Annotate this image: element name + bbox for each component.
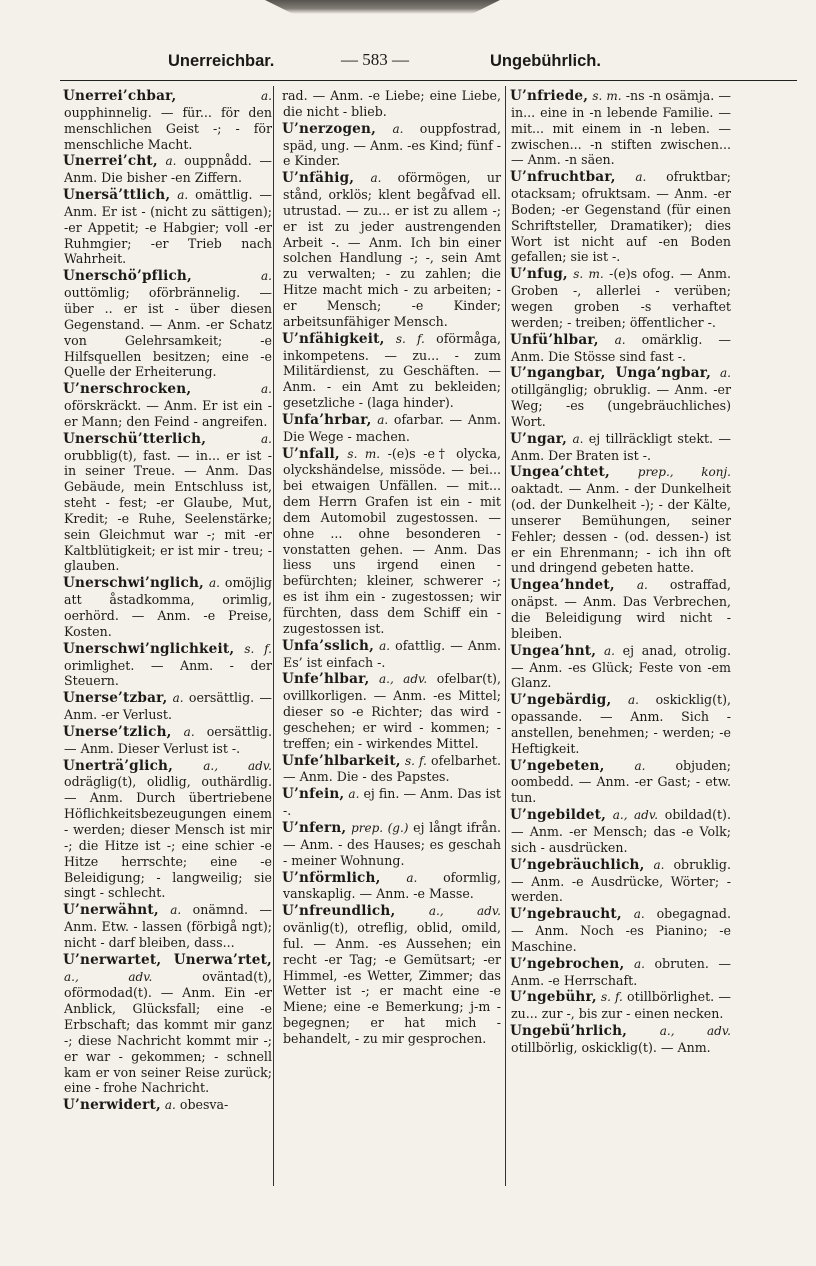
entry-headword: U’nerwähnt, [63, 902, 159, 919]
entry-grammar: a. [635, 170, 647, 185]
entry-headword: U’nfern, [282, 819, 347, 836]
entry-grammar: a. [628, 693, 639, 708]
entry-headword: U’ngebildet, [510, 807, 607, 824]
dictionary-entry [64, 641, 272, 690]
entry-definition: objuden; oombedd. — Anm. -er Gast; - etw. tun. [511, 757, 731, 806]
entry-grammar: a. [164, 1098, 176, 1113]
header-last-entry: Ungebührlich. [490, 52, 601, 70]
dictionary-entry [511, 332, 731, 365]
dictionary-column-1 [64, 88, 272, 1115]
dictionary-entry [283, 446, 501, 637]
dictionary-entry [64, 381, 272, 430]
entry-definition: obildad(t). — Anm. -er Mensch; das -e Volk; sich - ausdrücken. [511, 807, 731, 855]
dictionary-entry [64, 1097, 272, 1114]
entry-definition: ofelbar(t), ovillkorligen. — Anm. -es Mittel; dieser so -e Richter; das wird - geschehen; er wird - kommen; - treffen; ein - wirkendes Mittel. [283, 671, 501, 751]
entry-definition: ovänlig(t), otreflig, oblid, omild, ful. — Anm. -es Aussehen; ein recht -er Tag; -e Gemütsart; -er Himmel, -es Wetter, Zimmer; das Wetter ist -; er macht eine -e Miene; eine -e Bemerkung; j-m - begegnen; er hat mich - behandelt, - zu mir gesprochen. [283, 920, 501, 1046]
column-divider [273, 86, 274, 1186]
page-number: — 583 — [341, 50, 409, 69]
dictionary-entry [511, 989, 731, 1022]
dictionary-entry [283, 170, 501, 329]
entry-headword: Unerse’tzlich, [63, 723, 172, 740]
dictionary-entry [283, 121, 501, 170]
entry-definition: ostraffad, onäpst. — Anm. Das Verbrechen, die Beleidigung wird nicht - bleiben. [511, 577, 731, 641]
entry-headword: U’nfreundlich, [282, 903, 396, 920]
dictionary-entry [511, 758, 731, 807]
entry-definition: obegagnad. — Anm. Noch -es Pianino; -e Maschine. [511, 906, 731, 954]
entry-definition: otillgänglig; obruklig. — Anm. -er Weg; -es (ungebräuchliches) Wort. [511, 382, 731, 429]
entry-grammar: a. [261, 431, 272, 446]
entry-grammar: a. [183, 724, 195, 739]
entry-definition: odräglig(t), olidlig, outhärdlig. — Anm. Durch übertriebene Höflichkeitsbezeugungen einem - werden; dieser Mensch ist mir -; die Hitze ist -; eine schier -e Hitze herrschte; eine -e Beleidigung; - langweilig; sie singt - schlecht. [64, 774, 272, 901]
entry-headword: Ungea’chtet, [510, 464, 610, 481]
entry-headword: Unersä’ttlich, [63, 187, 171, 204]
entry-definition: otillbörlig, oskicklig(t). — Anm. [511, 1039, 711, 1055]
entry-definition: ej tillräckligt stekt. — Anm. Der Braten ist -. [511, 430, 731, 463]
entry-grammar: a. [261, 382, 272, 397]
entry-grammar: a. [370, 171, 382, 186]
entry-headword: Unerträ’glich, [63, 757, 174, 774]
entry-definition: obruklig. — Anm. -e Ausdrücke, Wörter; - werden. [511, 856, 731, 905]
entry-grammar: a. [377, 412, 389, 427]
entry-headword: U’nerschrocken, [63, 381, 192, 398]
entry-grammar: s. f. [395, 331, 425, 346]
dictionary-entry [511, 1023, 731, 1056]
entry-headword: U’nfruchtbar, [510, 169, 616, 186]
entry-headword: U’nerwidert, [63, 1097, 161, 1114]
entry-headword: U’nfug, [510, 266, 568, 283]
entry-definition: oskicklig(t), opassande. — Anm. Sich - anstellen, benehmen; - werden; -e Heftigkeit. [511, 692, 731, 756]
entry-grammar: a., adv. [612, 808, 659, 823]
entry-headword: Unfü’hlbar, [510, 331, 599, 348]
dictionary-entry [64, 902, 272, 951]
dictionary-entry [511, 577, 731, 641]
entry-headword: Unfa’hrbar, [282, 411, 372, 428]
entry-grammar: a., adv. [379, 672, 428, 687]
entry-grammar: s. m. [573, 267, 604, 282]
entry-headword: Ungea’hnt, [510, 642, 597, 659]
entry-definition: ofelbarhet. — Anm. Die - des Papstes. [283, 752, 501, 785]
dictionary-entry [511, 956, 731, 989]
entry-definition: ej långt ifrån. — Anm. - des Hauses; es geschah - meiner Wohnung. [283, 819, 501, 868]
entry-headword: U’ngebräuchlich, [510, 856, 645, 873]
entry-definition: obesva- [179, 1097, 229, 1113]
entry-definition: oväntad(t), oförmodad(t). — Anm. Ein -er Anblick, Glücksfall; eine -e Erbschaft; das kommt mir ganz -; diese Nachricht kommt mir -; er war - gekommen; - schnell kam er von seiner Reise zurück; eine - frohe Nachricht. [64, 968, 272, 1096]
entry-headword: Ungea’hndet, [510, 577, 615, 594]
entry-grammar: a. [177, 188, 189, 203]
entry-definition: omättlig. — Anm. Er ist - (nicht zu sättigen); -er Appetit; -e Habgier; voll -er Ruhmgier; -er Trieb nach Wahrheit. [64, 187, 272, 267]
entry-headword: U’nerzogen, [282, 120, 377, 137]
dictionary-entry [511, 906, 731, 955]
entry-headword: Ungebü’hrlich, [510, 1023, 628, 1040]
entry-grammar: s. f. [601, 990, 623, 1005]
dictionary-entry [511, 692, 731, 756]
dictionary-entry [283, 671, 501, 751]
dictionary-entry [64, 153, 272, 186]
entry-headword: Unerrei’cht, [63, 153, 158, 170]
entry-grammar: s. m. [347, 446, 381, 461]
entry-headword: Unfe’hlbarkeit, [282, 752, 401, 769]
dictionary-entry [64, 724, 272, 757]
entry-grammar: a. [392, 121, 404, 136]
entry-definition: omärklig. — Anm. Die Stösse sind fast -. [511, 331, 731, 364]
entry-grammar: prep. (g.) [351, 820, 409, 835]
entry-definition: omöjlig att åstadkomma, orimlig, oerhörd. — Anm. -e Preise, Kosten. [64, 575, 272, 639]
entry-definition: ofarbar. — Anm. Die Wege - machen. [283, 411, 501, 444]
entry-headword: Unerschö’pflich, [63, 268, 192, 285]
entry-grammar: s. m. [592, 89, 622, 103]
dictionary-entry [283, 786, 501, 819]
entry-definition: onämnd. — Anm. Etw. - lassen (förbigå ngt); nicht - darf bleiben, dass... [64, 902, 272, 950]
dictionary-entry [283, 820, 501, 869]
entry-grammar: a. [603, 643, 615, 658]
entry-definition: oersättlig. — Anm. Dieser Verlust ist -. [64, 723, 272, 756]
entry-definition: oformlig, vanskaplig. — Anm. -e Masse. [283, 869, 501, 902]
entry-headword: U’nfriede, [510, 88, 589, 104]
dictionary-entry [511, 857, 731, 906]
entry-headword: Unfe’hlbar, [282, 671, 370, 688]
entry-grammar: a. [614, 332, 626, 347]
entry-grammar: a., adv. [64, 969, 153, 984]
dictionary-entry [64, 575, 272, 639]
dictionary-entry [283, 331, 501, 411]
entry-headword: U’ngebeten, [510, 757, 605, 774]
dictionary-entry [64, 187, 272, 267]
entry-headword: U’ngebühr, [510, 989, 597, 1006]
entry-definition: oförmögen, ur stånd, orklös; klent begåfvad ell. utrustad. — zu... er ist zu allem -; er ist zu jeder austrengenden Arbeit -. — Anm. Ich bin einer solchen Handlung -; -, sein Amt zu verwalten; - zu zahlen; die Hitze macht mich - zu arbeiten; -er Mensch; -e Kinder; arbeitsunfähiger Mensch. [283, 170, 501, 329]
entry-grammar: a. [572, 431, 584, 446]
entry-grammar: s. f. [404, 753, 427, 768]
entry-definition: obruten. — Anm. -e Herrschaft. [511, 955, 731, 988]
entry-definition: -(e)s -e† olycka, olyckshändelse, missöde. — bei... bei etwaigen Unfällen. — mit... dem Herrn Grafen ist ein - mit dem Automobil zugestossen. — ohne ... ohne besonderen - vonstatten gehen. — Anm. Das liess uns irgend einen - befürchten; kleiner, schwerer -; es ist ihm ein - zugestossen; wir fürchten, dass dem Schiff ein - zugestossen ist. [283, 445, 501, 636]
dictionary-entry [283, 753, 501, 786]
dictionary-entry [511, 464, 731, 576]
entry-grammar: a. [172, 691, 184, 706]
dictionary-entry [511, 266, 731, 330]
entry-definition: oersättlig. — Anm. -er Verlust. [64, 690, 272, 723]
dictionary-entry [511, 643, 731, 692]
entry-definition: -(e)s ofog. — Anm. Groben -, allerlei - verüben; wegen groben -s verhaftet werden; - treiben; öffentlicher -. [511, 266, 731, 330]
entry-definition: -ns -n osämja. — in... eine in -n lebende Familie. — mit... mit einem in -n leben. — zwischen... -n stiften zwischen... — Anm. -n säen. [511, 88, 731, 168]
dictionary-entry [511, 365, 731, 429]
page-header [64, 48, 794, 78]
entry-headword: U’nförmlich, [282, 869, 381, 886]
entry-definition: rad. — Anm. -e Liebe; eine Liebe, die nicht - blieb. [282, 88, 501, 119]
entry-grammar: a., adv. [428, 904, 501, 919]
dictionary-entry [64, 88, 272, 152]
entry-headword: Unerschwi’nglich, [63, 575, 204, 592]
entry-definition: oförmåga, inkompetens. — zu... - zum Militärdienst, zu Geschäften. — Anm. - ein Amt zu bekleiden; gesetzliche - (laga hinder). [283, 330, 501, 411]
entry-grammar: prep., konj. [637, 465, 731, 480]
entry-grammar: a. [634, 758, 646, 773]
entry-headword: U’nfähigkeit, [282, 330, 385, 347]
entry-grammar: a. [720, 366, 731, 381]
entry-definition: ofruktbar; otacksam; ofruktsam. — Anm. -er Boden; -er Gegenstand (für einen Schriftsteller, Dramatiker); dies Wort ist nicht auf -en Boden gefallen; sie ist -. [511, 169, 731, 265]
dictionary-entry [283, 903, 501, 1047]
entry-definition: oaktadt. — Anm. - der Dunkelheit (od. der Dunkelheit -); - der Kälte, unserer Bemühungen, seiner Fehler; dessen - (od. dessen-) ist er ein Ehrenmann; - ich ihn oft und dringend gebeten hatte. [511, 481, 731, 576]
entry-definition: oförskräckt. — Anm. Er ist ein -er Mann; den Feind - angreifen. [64, 398, 272, 429]
page-top-ornament [265, 0, 500, 14]
entry-headword: U’nfähig, [282, 170, 355, 187]
entry-headword: U’ngangbar, Unga’ngbar, [510, 365, 712, 382]
entry-headword: U’ngebrochen, [510, 955, 625, 972]
entry-grammar: a., adv. [203, 758, 272, 773]
entry-grammar: a. [348, 787, 360, 802]
entry-grammar: a. [379, 638, 391, 653]
entry-grammar: a. [261, 269, 272, 284]
dictionary-entry [283, 88, 501, 120]
entry-grammar: a. [170, 903, 182, 918]
dictionary-entry [64, 758, 272, 902]
dictionary-entry [283, 638, 501, 671]
entry-headword: Unerse’tzbar, [63, 690, 168, 707]
entry-grammar: a. [633, 907, 645, 922]
entry-grammar: a. [261, 89, 272, 103]
dictionary-entry [283, 870, 501, 903]
dictionary-column-2 [283, 88, 501, 1048]
entry-definition: orimlighet. — Anm. - der Steuern. [64, 657, 272, 689]
dictionary-entry [511, 807, 731, 856]
header-first-entry: Unerreichbar. [168, 52, 275, 70]
dictionary-entry [64, 431, 272, 575]
entry-definition: ej anad, otrolig. — Anm. -es Glück; Feste von -em Glanz. [511, 642, 731, 691]
entry-definition: otillbörlighet. — zu... zur -, bis zur - einen necken. [511, 989, 731, 1022]
entry-headword: U’nerwartet, Unerwa’rtet, [63, 951, 272, 968]
dictionary-entry [64, 690, 272, 723]
entry-headword: U’ngebraucht, [510, 906, 622, 923]
dictionary-entry [64, 952, 272, 1097]
dictionary-entry [64, 268, 272, 380]
dictionary-entry [283, 412, 501, 445]
entry-grammar: s. f. [244, 641, 272, 656]
entry-definition: ej fin. — Anm. Das ist -. [283, 786, 501, 819]
entry-headword: U’ngebärdig, [510, 692, 612, 709]
dictionary-column-3 [511, 88, 731, 1057]
entry-definition: oupphinnelig. — für... för den menschlichen Geist -; - för menschliche Macht. [64, 104, 272, 152]
column-divider [505, 86, 506, 1186]
entry-definition: ouppfostrad, späd, ung. — Anm. -es Kind; fünf -e Kinder. [283, 120, 501, 169]
entry-grammar: a. [165, 154, 177, 169]
dictionary-entry [511, 88, 731, 168]
entry-grammar: a. [208, 576, 220, 591]
entry-grammar: a. [653, 857, 665, 872]
dictionary-entry [511, 431, 731, 464]
entry-definition: orubblig(t), fast. — in... er ist - in seiner Treue. — Anm. Das Gebäude, mein Entschluss ist, steht - fest; -er Glaube, Mut, Kredit; -e Ruhe, Seelenstärke; sein Gleichmut war -; mit -er Kaltblütigkeit; er ist mir - treu; - glauben. [64, 447, 272, 574]
entry-headword: U’ngar, [510, 430, 568, 447]
entry-headword: Unfa’sslich, [282, 637, 375, 654]
entry-headword: Unerschü’tterlich, [63, 430, 207, 447]
entry-headword: Unerrei’chbar, [63, 88, 177, 104]
entry-definition: ouppnådd. — Anm. Die bisher -en Ziffern. [64, 153, 272, 186]
entry-grammar: a. [633, 956, 645, 971]
entry-headword: U’nfall, [282, 445, 340, 462]
entry-definition: outtömlig; oförbrännelig. — über .. er ist - über diesen Gegenstand. — Anm. -er Schatz von Gelehrsamkeit; -e Hilfsquellen besitzen; eine -e Quelle der Erheiterung. [64, 285, 272, 380]
entry-headword: U’nfein, [282, 786, 345, 803]
dictionary-entry [511, 169, 731, 265]
entry-grammar: a., adv. [659, 1024, 731, 1039]
header-rule [60, 80, 797, 81]
entry-grammar: a. [406, 870, 418, 885]
entry-grammar: a. [636, 578, 648, 593]
entry-headword: Unerschwi’nglichkeit, [63, 640, 235, 657]
entry-definition: ofattlig. — Anm. Es’ ist einfach -. [283, 637, 501, 670]
